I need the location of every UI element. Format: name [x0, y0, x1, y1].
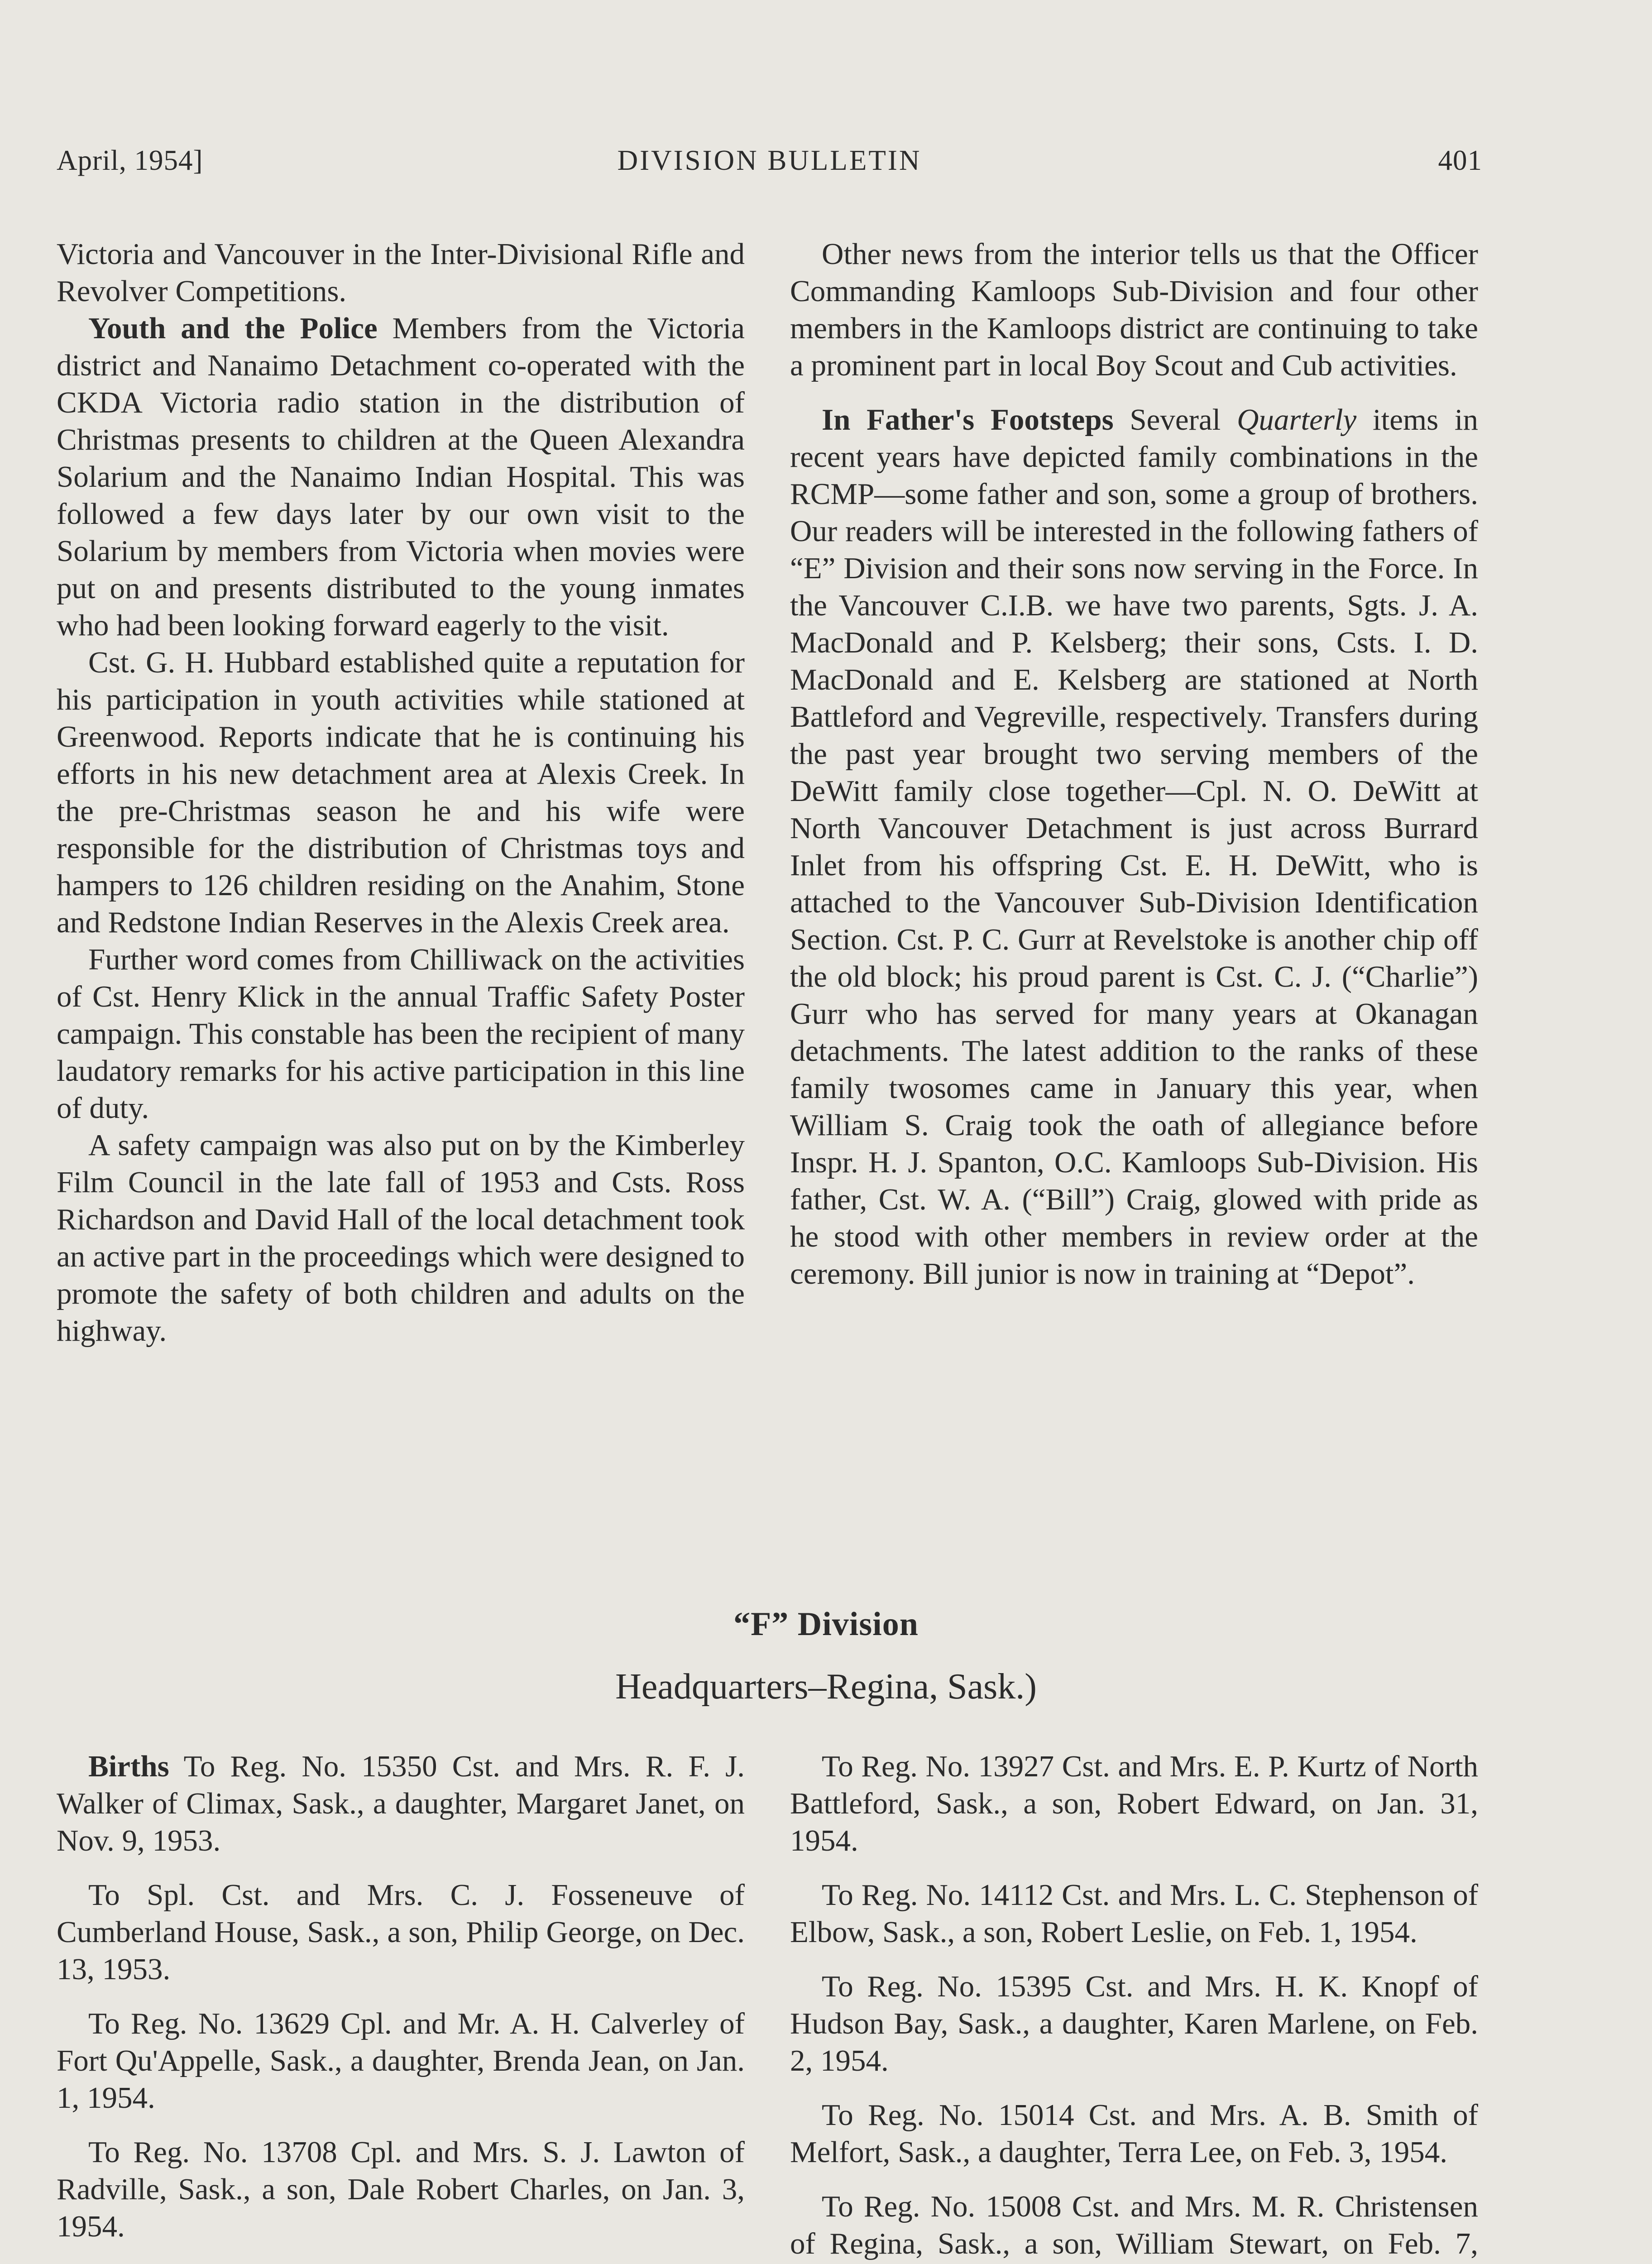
birth-entry: To Reg. No. 15395 Cst. and Mrs. H. K. Knopf of Hudson Bay, Sask., a daughter, Karen Marlene, on Feb. 2, 1954.	[790, 1970, 1478, 2077]
paragraph-fathers-footsteps	[790, 401, 1478, 1292]
paragraph: Further word comes from Chilliwack on the activities of Cst. Henry Klick in the annual Traffic Safety Poster campaign. This constable has been the recipient of many laudatory remarks for his active participation in this line of duty.	[57, 943, 745, 1125]
birth-entry: To Reg. No. 13927 Cst. and Mrs. E. P. Kurtz of North Battleford, Sask., a son, Robert Edward, on Jan. 31, 1954.	[790, 1750, 1478, 1857]
birth-entry: To Reg. No. 15008 Cst. and Mrs. M. R. Christensen of Regina, Sask., a son, William Stewart, on Feb. 7,	[790, 2190, 1478, 2260]
birth-entry: To Reg. No. 15014 Cst. and Mrs. A. B. Smith of Melfort, Sask., a daughter, Terra Lee, on Feb. 3, 1954.	[790, 2098, 1478, 2169]
left-column-top	[57, 235, 745, 1349]
paragraph-text: items in recent years have depicted family combinations in the RCMP—some father and son, some a group of brothers. Our readers will be interested in the following fathers of “E” Division and their sons now serving in the Force. In the Vancouver C.I.B. we have two parents, Sgts. J. A. MacDonald and P. Kelsberg; their sons, Csts. I. D. MacDonald and E. Kelsberg are stationed at North Battleford and Vegreville, respectively. Transfers during the past year brought two serving members of the DeWitt family close together—Cpl. N. O. DeWitt at North Vancouver Detachment is just across Burrard Inlet from his offspring Cst. E. H. DeWitt, who is attached to the Vancouver Sub-Division Identification Section. Cst. P. C. Gurr at Revelstoke is another chip off the old block; his proud parent is Cst. C. J. (“Charlie”) Gurr who has served for many years at Okanagan detachments. The latest addition to the ranks of these family twosomes came in January this year, when William S. Craig took the oath of allegiance before Inspr. H. J. Spanton, O.C. Kamloops Sub-Division. His father, Cst. W. A. (“Bill”) Craig, glowed with pride as he stood with other members in review order at the ceremony. Bill junior is now in training at “Depot”.	[790, 403, 1478, 1290]
birth-entry: To Spl. Cst. and Mrs. C. J. Fosseneuve of Cumberland House, Sask., a son, Philip George, on Dec. 13, 1953.	[57, 1878, 745, 1986]
left-column-bottom	[57, 1748, 745, 2264]
birth-entry	[57, 1748, 745, 1859]
bulletin-title: DIVISION BULLETIN	[617, 144, 922, 176]
right-column-bottom	[790, 1748, 1478, 2264]
paragraph-youth-police	[57, 310, 745, 644]
section-lead: Youth and the Police	[88, 312, 378, 345]
birth-entry: To Reg. No. 13629 Cpl. and Mr. A. H. Calverley of Fort Qu'Appelle, Sask., a daughter, Brenda Jean, on Jan. 1, 1954.	[57, 2007, 745, 2115]
paragraph: Other news from the interior tells us that the Officer Commanding Kamloops Sub-Division and four other members in the Kamloops district are continuing to take a prominent part in local Boy Scout and Cub activities.	[790, 237, 1478, 382]
right-column-top	[790, 235, 1478, 1292]
birth-entry: To Reg. No. 14112 Cst. and Mrs. L. C. Stephenson of Elbow, Sask., a son, Robert Leslie, on Feb. 1, 1954.	[790, 1878, 1478, 1949]
paragraph: Victoria and Vancouver in the Inter-Divisional Rifle and Revolver Competitions.	[57, 237, 745, 308]
entry-text: To Reg. No. 15350 Cst. and Mrs. R. F. J. Walker of Climax, Sask., a daughter, Margaret Janet, on Nov. 9, 1953.	[57, 1750, 745, 1857]
division-subheading: Headquarters–Regina, Sask.)	[615, 1667, 1037, 1707]
publication-title: Quarterly	[1237, 403, 1357, 436]
section-lead: In Father's Footsteps	[822, 403, 1114, 436]
division-heading: “F” Division	[733, 1606, 919, 1643]
birth-entry: To Reg. No. 13708 Cpl. and Mrs. S. J. Lawton of Radville, Sask., a son, Dale Robert Charles, on Jan. 3, 1954.	[57, 2135, 745, 2243]
paragraph-text: Several	[1113, 403, 1237, 436]
running-header	[57, 144, 1482, 185]
paragraph: Cst. G. H. Hubbard established quite a reputation for his participation in youth activities while stationed at Greenwood. Reports indicate that he is continuing his efforts in his new detachment area at Alexis Creek. In the pre-Christmas season he and his wife were responsible for the distribution of Christmas toys and hampers to 126 children residing on the Anahim, Stone and Redstone Indian Reserves in the Alexis Creek area.	[57, 646, 745, 939]
paragraph-text: Members from the Victoria district and Nanaimo Detachment co-operated with the CKDA Victoria radio station in the distribution of Christmas presents to children at the Queen Alexandra Solarium and the Nanaimo Indian Hospital. This was followed a few days later by our own visit to the Solarium by members from Victoria when movies were put on and presents distributed to the young inmates who had been looking forward eagerly to the visit.	[57, 312, 745, 642]
paragraph: A safety campaign was also put on by the Kimberley Film Council in the late fall of 1953 and Csts. Ross Richardson and David Hall of the local detachment took an active part in the proceedings which were designed to promote the safety of both children and adults on the highway.	[57, 1128, 745, 1348]
issue-date: April, 1954]	[57, 144, 203, 176]
birth-entry	[57, 2262, 745, 2264]
page-number: 401	[1438, 144, 1482, 176]
section-lead: Births	[88, 1750, 169, 1783]
